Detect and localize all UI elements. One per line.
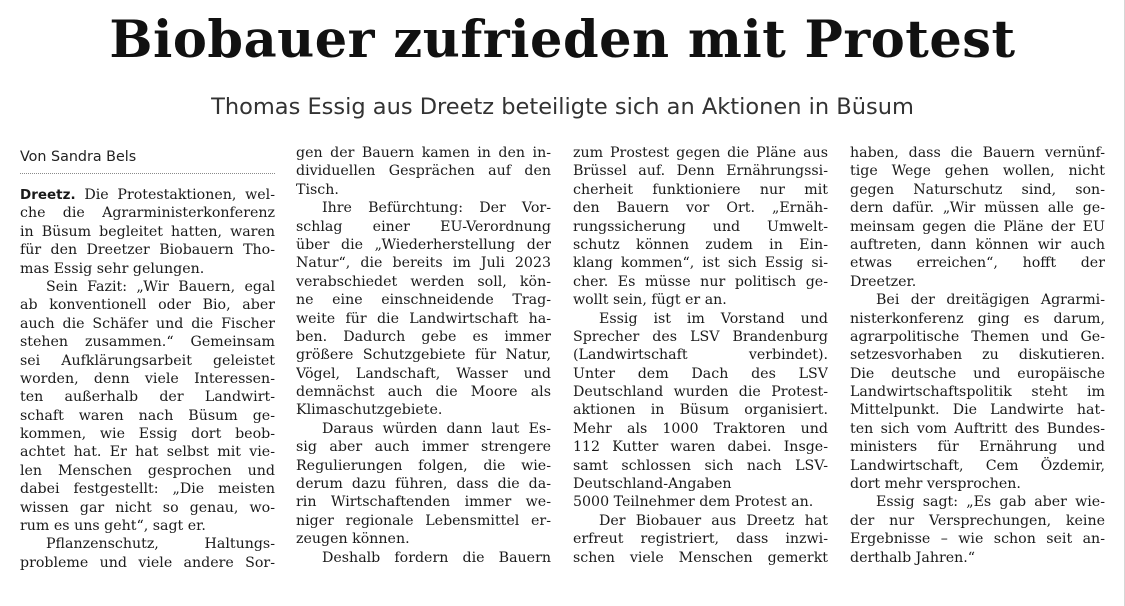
article-headline: Biobauer zufrieden mit Protest (109, 10, 1016, 70)
text-line: Essig ist im Vorstand und (599, 310, 828, 327)
text-line: setzesvorhaben zu diskutieren. (850, 347, 1105, 364)
text-line: wollt sein, fügt er an. (573, 292, 727, 309)
text-line: Unter dem Dach des LSV (573, 365, 828, 382)
text-line: Deutschland wurden die Protest- (573, 384, 828, 401)
text-line: weite für die Landwirtschaft ha- (296, 310, 551, 327)
text-line: dern dafür. „Wir müssen alle ge- (850, 200, 1105, 217)
text-line: rum es uns geht“, sagt er. (20, 518, 206, 535)
text-line: derthalb Jahren.“ (850, 549, 976, 566)
text-line: in Büsum begleitet hatten, waren (20, 223, 275, 240)
text-line: zeugen können. (296, 531, 410, 548)
text-line: Landwirtschaft, Cem Özdemir, (850, 457, 1105, 474)
text-line: den Bauern vor Ort. „Ernäh- (573, 200, 828, 217)
text-line: Mittelpunkt. Die Landwirte hat- (850, 402, 1105, 419)
text-line: Brüssel auf. Denn Ernährungssi- (573, 163, 828, 180)
text-line: etwas erreichen“, hofft der (850, 255, 1105, 272)
text-line: haben, dass die Bauern vernünf- (850, 145, 1105, 161)
text-line: aktionen in Büsum organisiert. (573, 402, 828, 419)
text-line: schutz können zudem in Ein- (573, 236, 828, 253)
text-line: klang kommen“, ist sich Essig si- (573, 255, 828, 272)
text-line: ab konventionell oder Bio, aber (20, 297, 275, 314)
text-line: zum Prostest gegen die Pläne aus (573, 145, 828, 161)
text-line: Mehr als 1000 Traktoren und (573, 420, 828, 437)
text-line: mas Essig sehr gelungen. (20, 260, 205, 277)
text-line: über die „Wiederherstellung der (296, 236, 551, 253)
text-line: Deutschland-Angaben (573, 476, 732, 493)
byline: Von Sandra Bels (20, 146, 275, 174)
text-line: Sprecher des LSV Brandenburg (573, 328, 828, 345)
text-line: Vögel, Landschaft, Wasser und (296, 365, 551, 382)
text-line: demnächst auch die Moore als (296, 384, 551, 401)
text-line: erfreut registriert, dass inzwi- (573, 531, 828, 548)
text-line: 112 Kutter waren dabei. Insge- (573, 439, 828, 456)
text-line: für den Dreetzer Biobauern Tho- (20, 242, 275, 259)
text-line: gegen Naturschutz sind, son- (850, 181, 1105, 198)
text-line: cher. Es müsse nur politisch ge- (573, 273, 828, 290)
text-line: 5000 Teilnehmer dem Protest an. (573, 494, 814, 511)
text-line: cherheit funktioniere nur mit (573, 181, 828, 198)
text-line: len Menschen gesprochen und (20, 462, 275, 479)
text-line: tige Wege gehen wollen, nicht (850, 163, 1105, 180)
text-line: Essig sagt: „Es gab aber wie- (876, 494, 1105, 511)
article-column-4 (850, 144, 1105, 567)
text-line: Pflanzenschutz, Haltungs- (46, 536, 275, 553)
text-line: rin Wirtschaftenden immer we- (296, 494, 551, 511)
text-line: Daraus würden dann laut Es- (322, 420, 551, 437)
text-line: achtet hat. Er hat selbst mit vie- (20, 444, 275, 461)
text-line: Tisch. (296, 181, 339, 198)
text-line: Sein Fazit: „Wir Bauern, egal (46, 278, 275, 295)
article-column-1 (20, 146, 275, 572)
text-line: kommen, wie Essig dort beob- (20, 426, 275, 443)
text-line: Landwirtschaftspolitik steht im (850, 384, 1105, 401)
text-line: auch die Schäfer und die Fischer (20, 315, 275, 332)
column-1-text (20, 186, 275, 572)
text-line: agrarpolitische Themen und Ge- (850, 328, 1105, 345)
article-subheadline: Thomas Essig aus Dreetz beteiligte sich an Aktionen in Büsum (211, 94, 914, 120)
article-column-3 (573, 144, 828, 567)
text-line: Natur“, die bereits im Juli 2023 (296, 255, 551, 272)
text-line: Dreetzer. (850, 273, 917, 290)
text-line: wissen gar nicht so genau, wo- (20, 499, 275, 516)
text-line: größere Schutzgebiete für Natur, (296, 347, 551, 364)
text-line: Klimaschutzgebiete. (296, 402, 443, 419)
text-line: probleme und viele andere Sor- (20, 554, 275, 571)
text-line: ten außerhalb der Landwirt- (20, 389, 275, 406)
text-line (20, 186, 275, 204)
text-line: ministers für Ernährung und (850, 439, 1105, 456)
article-column-2 (296, 144, 551, 567)
text-line: schen viele Menschen gemerkt (573, 549, 828, 566)
text-line: dividuellen Gesprächen auf den (296, 163, 551, 180)
text-line: Bei der dreitägigen Agrarmi- (876, 292, 1105, 309)
column-2-text (296, 144, 551, 567)
text-line: ten sich vom Auftritt des Bundes- (850, 420, 1105, 437)
text-line: stehen zusammen.“ Gemeinsam (20, 334, 275, 351)
text-line: rungssicherung und Umwelt- (573, 218, 828, 235)
text-line: schlag einer EU-Verordnung (296, 218, 551, 235)
text-line: sig aber auch immer strengere (296, 439, 551, 456)
text-line: Deshalb fordern die Bauern (322, 549, 551, 566)
text-line: samt schlossen sich nach LSV- (573, 457, 828, 474)
dateline: Dreetz. (20, 187, 76, 203)
text-line: der nur Versprechungen, keine (850, 512, 1105, 529)
text-line: ne eine einschneidende Trag- (296, 292, 551, 309)
text-line: dort mehr versprochen. (850, 476, 1021, 493)
text-line: worden, denn viele Interessen- (20, 370, 275, 387)
text-line: verabschiedet werden soll, kön- (296, 273, 551, 290)
text-line: Regulierungen folgen, die wie- (296, 457, 551, 474)
text-line: sei Aufklärungsarbeit geleistet (20, 352, 275, 369)
column-4-text (850, 144, 1105, 567)
text-line: gen der Bauern kamen in den in- (296, 145, 551, 161)
text-line: dabei festgestellt: „Die meisten (20, 481, 275, 498)
text-line: nisterkonferenz ging es darum, (850, 310, 1105, 327)
text-line: schaft waren nach Büsum ge- (20, 407, 275, 424)
text-line: niger regionale Lebensmittel er- (296, 512, 551, 529)
text-line: ben. Dadurch gebe es immer (296, 328, 551, 345)
text-line: Ergebnisse – wie schon seit an- (850, 531, 1105, 548)
text-line: meinsam gegen die Pläne der EU (850, 218, 1105, 235)
text-line-content: Die Protestaktionen, wel- (75, 187, 275, 203)
text-line: Die deutsche und europäische (850, 365, 1105, 382)
column-3-text (573, 144, 828, 567)
text-line: che die Agrarministerkonferenz (20, 205, 275, 222)
text-line: derum dazu führen, dass die da- (296, 476, 551, 493)
text-line: Ihre Befürchtung: Der Vor- (322, 200, 551, 217)
text-line: (Landwirtschaft verbindet). (573, 347, 828, 364)
text-line: Der Biobauer aus Dreetz hat (599, 512, 828, 529)
text-line: auftreten, dann können wir auch (850, 236, 1105, 253)
